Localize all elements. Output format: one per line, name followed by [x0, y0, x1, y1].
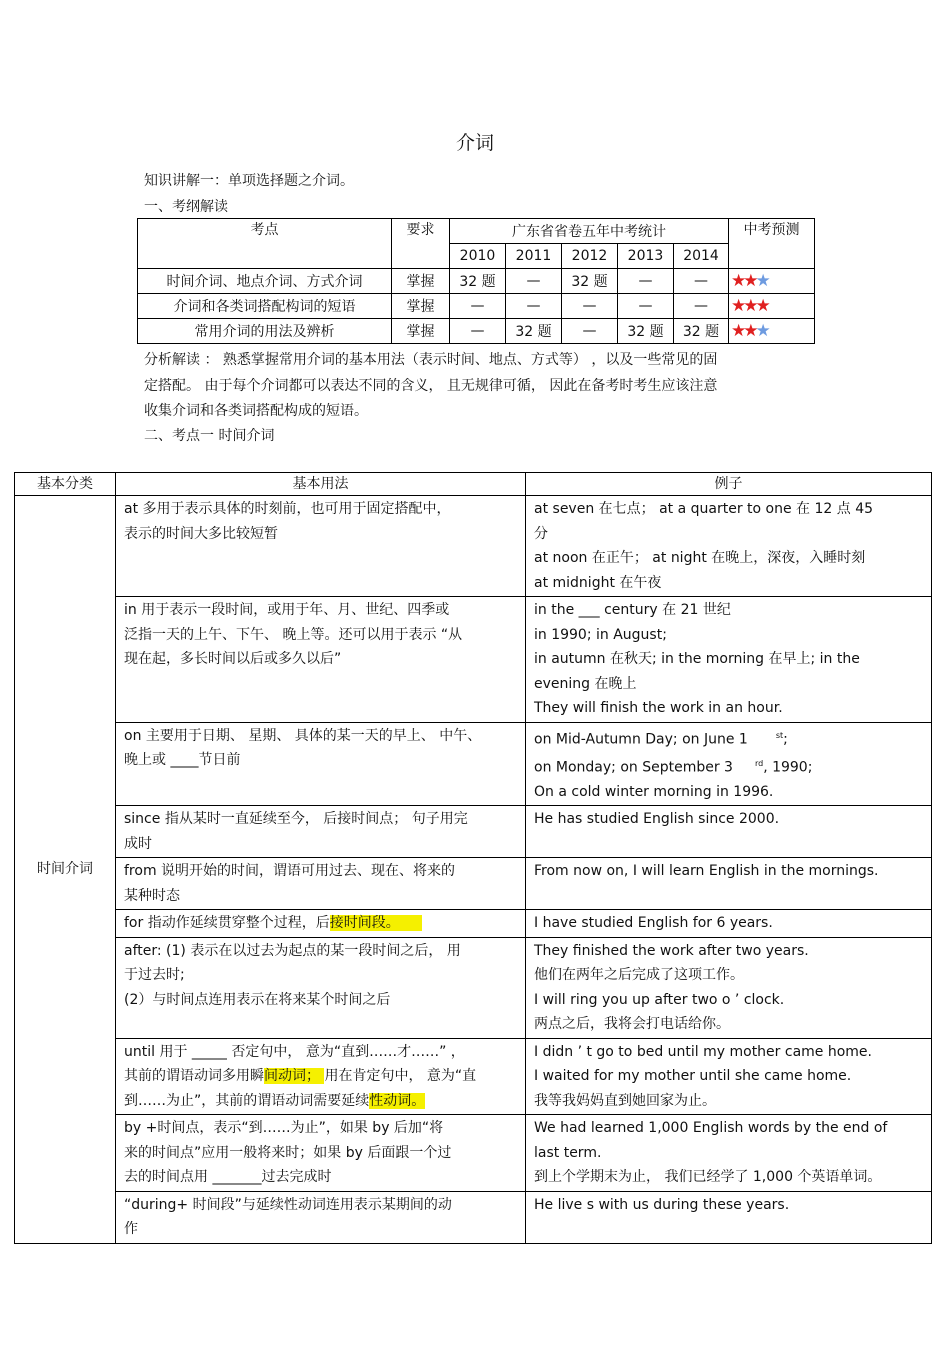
usage-cell-for — [116, 910, 526, 938]
example-line: 我等我妈妈直到她回家为止。 — [534, 1092, 716, 1109]
usage-cell-during — [116, 1191, 526, 1243]
example-text: , 1990; — [763, 759, 813, 776]
table-row — [15, 1038, 932, 1115]
value-cell: 32 题 — [674, 319, 729, 344]
example-line: On a cold winter morning in 1996. — [534, 783, 774, 800]
usage-line: on 主要用于日期、 星期、 具体的某一天的早上、 中午、 — [124, 727, 482, 744]
value-cell: — — [450, 294, 506, 319]
page-title: 介词 — [455, 132, 494, 154]
req-cell: 掌握 — [392, 294, 450, 319]
usage-line: at 多用于表示具体的时刻前，也可用于固定搭配中， — [124, 501, 451, 517]
filled-star-icon: ★ — [731, 321, 744, 341]
usage-text: 其前的谓语动词多用瞬 — [124, 1068, 264, 1085]
header-kaodian: 考点 — [138, 219, 392, 269]
example-line: in autumn 在秋天; in the morning 在早上; in the — [534, 651, 860, 667]
header-category: 基本分类 — [15, 473, 116, 496]
table-row — [15, 1191, 932, 1243]
header-yaoqiu: 要求 — [392, 219, 450, 269]
req-cell: 掌握 — [392, 319, 450, 344]
table-row — [15, 496, 932, 597]
example-line: I have studied English for 6 years. — [534, 915, 773, 932]
usage-line: 晚上或 ____节日前 — [124, 752, 241, 768]
table-row — [15, 937, 932, 1038]
usage-line: until 用于 _____ 否定句中， 意为“直到……才……” ， — [124, 1043, 465, 1060]
table-row — [15, 910, 932, 938]
example-line: 他们在两年之后完成了这项工作。 — [534, 967, 744, 984]
category-cell: 时间介词 — [15, 496, 116, 1244]
usage-line: from 说明开始的时间，谓语可用过去、现在、将来的 — [124, 863, 456, 880]
value-cell: 32 题 — [506, 319, 562, 344]
table-row — [15, 858, 932, 910]
example-line: I waited for my mother until she came home. — [534, 1068, 852, 1085]
table-row — [15, 597, 932, 723]
filled-star-icon: ★ — [731, 271, 744, 291]
analysis-line-2: 定搭配。 由于每个介词都可以表达不同的含义， 且无规律可循， 因此在备考时考生应该注意 — [144, 378, 718, 394]
example-cell-in — [526, 597, 932, 723]
year-cell: 2013 — [618, 244, 674, 269]
value-cell: 32 题 — [562, 269, 618, 294]
usage-line: since 指从某时一直延续至今， 后接时间点； 句子用完 — [124, 811, 468, 828]
example-line: 到上个学期末为止， 我们已经学了 1,000 个英语单词。 — [534, 1169, 882, 1186]
example-line: From now on, I will learn English in the mornings. — [534, 863, 879, 880]
header-usage: 基本用法 — [116, 473, 526, 496]
usage-line — [124, 911, 517, 936]
point-cell: 时间介词、地点介词、方式介词 — [138, 269, 392, 294]
usage-line: after: (1) 表示在以过去为起点的某一段时间之后， 用 — [124, 942, 461, 959]
example-line: I will ring you up after two o ’ clock. — [534, 991, 785, 1008]
req-cell: 掌握 — [392, 269, 450, 294]
usage-line: 来的时间点”应用一般将来时；如果 by 后面跟一个过 — [124, 1144, 452, 1161]
example-cell-on — [526, 722, 932, 806]
example-line: We had learned 1,000 English words by the end of — [534, 1120, 888, 1137]
filled-star-icon: ★ — [743, 271, 756, 291]
example-line: last term. — [534, 1144, 602, 1161]
usage-line: “during+ 时间段”与延续性动词连用表示某期间的动 — [124, 1196, 452, 1213]
example-line — [534, 752, 923, 780]
empty-star-icon: ★ — [755, 321, 768, 341]
table-row — [138, 319, 815, 344]
value-cell: — — [562, 319, 618, 344]
usage-cell-after — [116, 937, 526, 1038]
example-line: They finished the work after two years. — [534, 942, 809, 959]
highlight-text: 间动词； — [264, 1068, 325, 1085]
star-rating — [729, 319, 815, 344]
usage-cell-until — [116, 1038, 526, 1115]
usage-line: (2）与时间点连用表示在将来某个时间之后 — [124, 991, 391, 1008]
point-cell: 介词和各类词搭配构词的短语 — [138, 294, 392, 319]
usage-line: 泛指一天的上午、下午、 晚上等。还可以用于表示 “从 — [124, 626, 463, 643]
usage-line — [124, 1064, 517, 1089]
usage-cell-from — [116, 858, 526, 910]
highlight-text: 性动词。 — [369, 1092, 426, 1109]
value-cell: — — [674, 294, 729, 319]
year-cell: 2010 — [450, 244, 506, 269]
value-cell: 32 题 — [618, 319, 674, 344]
usage-line: by +时间点，表示“到……为止”，如果 by 后加“将 — [124, 1120, 444, 1137]
example-cell-since — [526, 806, 932, 858]
year-cell: 2011 — [506, 244, 562, 269]
value-cell: — — [506, 269, 562, 294]
section-heading-1: 一、考纲解读 — [144, 199, 228, 215]
point-cell: 常用介词的用法及辨析 — [138, 319, 392, 344]
example-cell-during — [526, 1191, 932, 1243]
usage-text: for 指动作延续贯穿整个过程，后 — [124, 915, 330, 932]
usage-cell-since — [116, 806, 526, 858]
intro-line: 知识讲解一：单项选择题之介词。 — [144, 173, 354, 189]
superscript: st — [775, 730, 784, 740]
value-cell: — — [562, 294, 618, 319]
example-text: on Monday; on September 3 — [534, 759, 733, 776]
value-cell: — — [618, 294, 674, 319]
example-line: I didn ’ t go to bed until my mother came home. — [534, 1043, 872, 1060]
example-line: in 1990; in August; — [534, 626, 667, 643]
example-text: ; — [783, 731, 788, 748]
star-rating — [729, 269, 815, 294]
table-row — [15, 722, 932, 806]
header-yuce: 中考预测 — [729, 219, 815, 269]
example-cell-from — [526, 858, 932, 910]
table-row — [15, 806, 932, 858]
filled-star-icon: ★ — [743, 321, 756, 341]
value-cell: — — [506, 294, 562, 319]
value-cell: 32 题 — [450, 269, 506, 294]
usage-line: 表示的时间大多比较短暂 — [124, 525, 278, 542]
year-cell: 2014 — [674, 244, 729, 269]
usage-cell-in — [116, 597, 526, 723]
value-cell: — — [450, 319, 506, 344]
example-cell-at — [526, 496, 932, 597]
usage-cell-by — [116, 1115, 526, 1192]
example-line — [534, 724, 923, 752]
example-text: on Mid-Autumn Day; on June 1 — [534, 731, 748, 748]
example-cell-until — [526, 1038, 932, 1115]
usage-line: in 用于表示一段时间，或用于年、月、世纪、四季或 — [124, 602, 450, 618]
usage-cell-on — [116, 722, 526, 806]
filled-star-icon: ★ — [755, 296, 768, 316]
example-line: at seven 在七点； at a quarter to one 在 12 点 45 — [534, 501, 874, 517]
example-cell-by — [526, 1115, 932, 1192]
usage-text: 用在肯定句中， 意为“直 — [324, 1068, 477, 1085]
time-preposition-table — [14, 472, 932, 1244]
usage-line: 去的时间点用 _______过去完成时 — [124, 1169, 332, 1186]
highlight-text: 接时间段。 — [330, 915, 422, 931]
header-example: 例子 — [526, 473, 932, 496]
value-cell: — — [618, 269, 674, 294]
usage-cell-at — [116, 496, 526, 597]
example-line: He has studied English since 2000. — [534, 811, 780, 828]
example-line: at midnight 在午夜 — [534, 574, 662, 591]
filled-star-icon: ★ — [731, 296, 744, 316]
table-row — [15, 1115, 932, 1192]
example-line: at noon 在正午； at night 在晚上，深夜，入睡时刻 — [534, 550, 866, 566]
analysis-line-3: 收集介词和各类词搭配构成的短语。 — [144, 403, 368, 419]
superscript: rd — [754, 758, 764, 768]
star-rating — [729, 294, 815, 319]
example-line: 分 — [534, 525, 548, 542]
value-cell: — — [674, 269, 729, 294]
example-line: He live s with us during these years. — [534, 1196, 790, 1213]
table-row — [138, 269, 815, 294]
usage-line: 作 — [124, 1221, 138, 1238]
usage-line: 于过去时; — [124, 967, 185, 984]
example-line: 两点之后，我将会打电话给你。 — [534, 1016, 730, 1033]
exam-outline-table — [137, 218, 815, 344]
table-row — [138, 294, 815, 319]
usage-line: 某种时态 — [124, 887, 180, 904]
year-cell: 2012 — [562, 244, 618, 269]
usage-line: 现在起，多长时间以后或多久以后” — [124, 651, 342, 667]
example-cell-after — [526, 937, 932, 1038]
usage-line: 成时 — [124, 835, 152, 852]
header-stats: 广东省省卷五年中考统计 — [450, 219, 729, 244]
filled-star-icon: ★ — [743, 296, 756, 316]
example-line: in the ___ century 在 21 世纪 — [534, 602, 731, 618]
example-line: They will finish the work in an hour. — [534, 700, 783, 716]
section-heading-2: 二、考点一 时间介词 — [144, 428, 275, 444]
analysis-line-1: 分析解读 ： 熟悉掌握常用介词的基本用法（表示时间、地点、方式等） ，以及一些常见的固 — [144, 352, 718, 368]
usage-line — [124, 1089, 517, 1114]
usage-text: 到……为止”，其前的谓语动词需要延续 — [124, 1092, 370, 1109]
empty-star-icon: ★ — [755, 271, 768, 291]
example-line: evening 在晚上 — [534, 675, 637, 692]
example-cell-for — [526, 910, 932, 938]
